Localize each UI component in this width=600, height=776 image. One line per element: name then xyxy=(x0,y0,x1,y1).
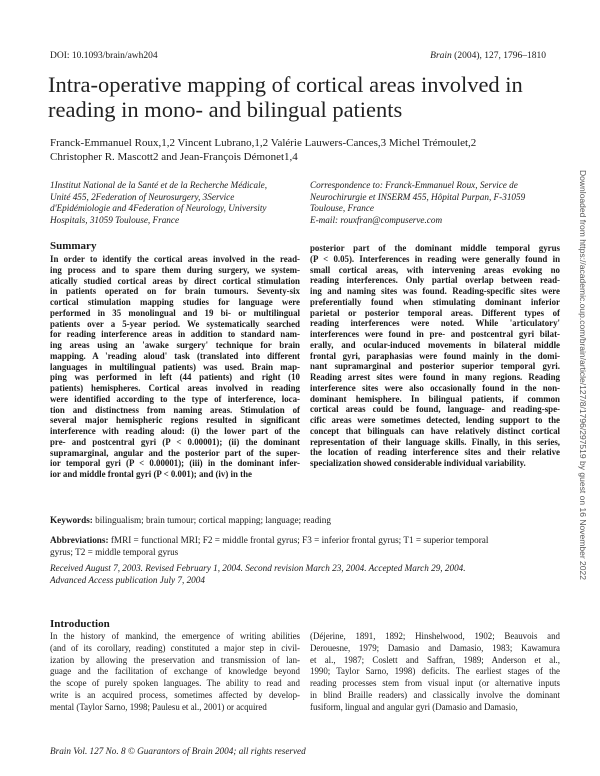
abbreviations-label: Abbreviations: xyxy=(50,535,109,545)
text-line: reading interferences were noted. While 'articulatory' xyxy=(310,318,560,329)
text-line: performed in 35 monolingual and 19 bi- or multilingual xyxy=(50,307,300,318)
text-line: cific areas were sometimes detected, lending support to the xyxy=(310,415,560,425)
text-line: interferences were found in pre- and postcentral gyri bilat- xyxy=(310,329,560,339)
text-line: small cortical areas, with intervening areas evoking no xyxy=(310,264,560,275)
text-line: ing areas using an 'awake surgery' technique for brain xyxy=(50,340,300,350)
text-line: Reading arrest sites were found in many regions. Reading xyxy=(310,372,560,382)
text-line: atically studied cortical areas by direct cortical stimulation xyxy=(50,275,300,286)
text-line: tion and distinctness from naming areas. Stimulation of xyxy=(50,404,300,415)
text-line: In the history of mankind, the emergence of writing abilities xyxy=(50,631,300,641)
text-line: (Déjerine, 1891, 1892; Hinshelwood, 1902; Beauvois and xyxy=(310,631,560,641)
correspondence-line: Neurochirurgie et INSERM 455, Hôpital Purpan, F-31059 xyxy=(310,191,526,202)
footer: Brain Vol. 127 No. 8 © Guarantors of Brain 2004; all rights reserved xyxy=(50,746,306,756)
text-line: (P < 0.05). Interferences in reading were generally found in xyxy=(310,253,560,264)
dates-line: Advanced Access publication July 7, 2004 xyxy=(50,574,205,585)
keywords-text: bilingualism; brain tumour; cortical mapping; language; reading xyxy=(95,515,331,525)
text-line: (and of its corollary, reading) constituted a major step in civil- xyxy=(50,642,300,653)
text-line: in blind Braille readers) and classically involve the dominant xyxy=(310,689,560,700)
abbreviations-line: fMRI = functional MRI; F2 = middle frontal gyrus; F3 = inferior frontal gyrus; T1 = superior temporal xyxy=(110,535,489,545)
keywords xyxy=(50,515,560,527)
introduction-right-column xyxy=(310,631,560,714)
keywords-label: Keywords: xyxy=(50,515,93,525)
journal-info: (2004), 127, 1796–1810 xyxy=(454,51,546,61)
text-line: representation of their language skills. Finally, in this series, xyxy=(310,436,560,447)
summary-heading: Summary xyxy=(50,240,97,252)
text-line: ization by allowing the preservation and transmission of lan- xyxy=(50,654,300,665)
text-line: et al., 1987; Coslett and Saffran, 1989; Anderson et al., xyxy=(310,654,560,665)
author-list xyxy=(50,136,560,164)
author-line: Christopher R. Mascott2 and Jean-François Démonet1,4 xyxy=(50,151,298,163)
affiliation-line: 1Institut National de la Santé et de la Recherche Médicale, xyxy=(50,180,268,190)
text-line: In order to identify the cortical areas involved in the read- xyxy=(50,254,300,264)
text-line: patients over a 5-year period. We systematically searched xyxy=(50,318,300,329)
text-line: cortical stimulation mapping studies for language were xyxy=(50,297,300,307)
text-line: ior temporal gyri (P < 0.00001); (iii) in the dominant infer- xyxy=(50,458,300,469)
affiliations xyxy=(50,180,280,226)
introduction-left-column xyxy=(50,631,300,714)
text-line: ing and naming sites was found. Reading-specific sites were xyxy=(310,286,560,296)
text-line: specialization showed considerable individual variability. xyxy=(310,458,526,468)
text-line: ing process and to spare them during surgery, we system- xyxy=(50,264,300,275)
text-line: Derouesne, 1979; Damasio and Damasio, 1983; Kawamura xyxy=(310,642,560,653)
text-line: write is an acquired process, sometimes affected by develop- xyxy=(50,689,300,700)
text-line: 1990; Taylor Sarno, 1998) deficits. The earliest stages of the xyxy=(310,666,560,677)
text-line: the scope of purely spoken languages. The ability to read and xyxy=(50,678,300,689)
text-line: ping was performed in left (44 patients) and right (10 xyxy=(50,372,300,383)
affiliation-line: d'Epidémiologie and 4Federation of Neurology, University xyxy=(50,203,267,213)
text-line: languages in multilingual patients) was used. Brain map- xyxy=(50,361,300,372)
text-line: frontal gyri, paraphasias were found mainly in the domi- xyxy=(310,350,560,361)
text-line: mental (Taylor Sarno, 1998; Paulesu et al., 2001) or acquired xyxy=(50,701,267,712)
summary-right-column xyxy=(310,243,560,469)
article-title: Intra-operative mapping of cortical areas involved in reading in mono- and bilingual patients xyxy=(48,72,523,122)
text-line: in patients operated on for brain tumours. Seventy-six xyxy=(50,286,300,297)
text-line: several major hemispheric regions resulted in significant xyxy=(50,415,300,426)
text-line: dominant hemisphere. In bilingual patients, if common xyxy=(310,393,560,404)
side-download-text: Downloaded from https://academic.oup.com/brain/article/127/8/1796/297519 by guest on 16 November 2022 xyxy=(578,170,588,584)
dates-line: Received August 7, 2003. Revised February 1, 2004. Second revision March 23, 2004. Accepted March 29, 2004. xyxy=(50,563,466,573)
text-line: erally, and ocular-induced movements in bilateral middle xyxy=(310,339,560,350)
text-line: preferentially found when stimulating dominant inferior xyxy=(310,296,560,307)
text-line: for reading interference areas in addition to standard nam- xyxy=(50,329,300,340)
text-line: ior and middle frontal gyri (P < 0.001); and (iv) in the xyxy=(50,469,252,479)
text-line: nant supramarginal and posterior superior temporal gyri. xyxy=(310,361,560,372)
abbreviations xyxy=(50,535,560,558)
introduction-heading: Introduction xyxy=(50,618,110,630)
text-line: posterior part of the dominant middle temporal gyrus xyxy=(310,243,560,253)
text-line: were identified according to the type of interference, loca- xyxy=(50,393,300,404)
text-line: reading processes stem from visual input (or alternative inputs xyxy=(310,678,560,689)
summary-left-column xyxy=(50,254,300,480)
doi: DOI: 10.1093/brain/awh204 xyxy=(50,51,158,61)
correspondence xyxy=(310,180,560,226)
text-line: pre- and postcentral gyri (P < 0.00001); (ii) the dominant xyxy=(50,436,300,447)
text-line: the location of reading interference sites and their relative xyxy=(310,447,560,458)
text-line: interference sites were also occasionally found in the non- xyxy=(310,382,560,393)
affiliation-line: Unité 455, 2Federation of Neurosurgery, 3Service xyxy=(50,191,235,202)
text-line: fusiform, lingual and angular gyri (Damasio and Damasio, xyxy=(310,701,518,712)
side-download-note xyxy=(566,170,588,584)
text-line: supramarginal, angular and the posterior part of the super- xyxy=(50,447,300,458)
publication-dates xyxy=(50,563,560,586)
text-line: concept that bilinguals can have relatively distinct cortical xyxy=(310,425,560,436)
text-line: mapping. A 'reading aloud' task (translated into different xyxy=(50,350,300,361)
text-line: guage and the facilitation of exchange of knowledge beyond xyxy=(50,666,300,677)
text-line: interference with reading aloud: (i) the lower part of the xyxy=(50,426,300,436)
correspondence-email[interactable]: E-mail: rouxfran@compuserve.com xyxy=(310,214,443,225)
journal-name: Brain xyxy=(430,51,452,61)
journal-citation xyxy=(430,51,546,61)
text-line: parietal or posterior temporal areas. Different types of xyxy=(310,307,560,318)
affiliation-line: Hospitals, 31059 Toulouse, France xyxy=(50,214,180,225)
correspondence-line: Correspondence to: Franck-Emmanuel Roux, Service de xyxy=(310,180,518,190)
text-line: reading interferences. Only partial overlap between read- xyxy=(310,275,560,286)
abbreviations-line: gyrus; T2 = middle temporal gyrus xyxy=(50,546,179,557)
correspondence-line: Toulouse, France xyxy=(310,203,374,213)
text-line: cortical areas could be found, language- and reading-spe- xyxy=(310,404,560,415)
text-line: patients) hemispheres. Cortical areas involved in reading xyxy=(50,383,300,393)
author-line: Franck-Emmanuel Roux,1,2 Vincent Lubrano,1,2 Valérie Lauwers-Cances,3 Michel Trémoulet,2 xyxy=(50,137,477,149)
